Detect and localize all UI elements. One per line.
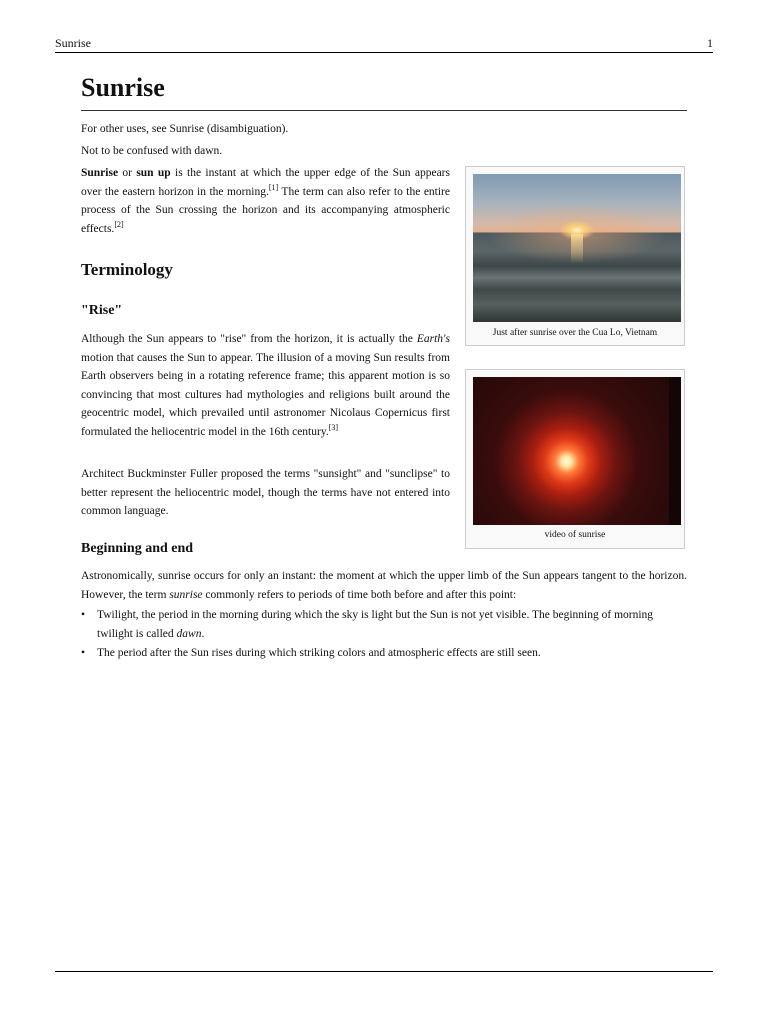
hatnote-not-confused[interactable]: Not to be confused with dawn.: [81, 145, 223, 157]
beginning-italic-sunrise: sunrise: [169, 588, 203, 601]
rise-paragraph-2: Architect Buckminster Fuller proposed the terms "sunsight" and "sunclipse" to better represent the heliocentric model, though the terms have not entered into common language.: [81, 468, 450, 517]
reference-link[interactable]: [1]: [268, 182, 279, 192]
figure-caption: Just after sunrise over the Cua Lo, Vietnam: [492, 328, 658, 338]
rise-text: motion that causes the Sun to appear. The illusion of a moving Sun results from Earth observers being in a rotating reference frame; this apparent motion is so convincing that most cultures had mythologies and religions built around the geocentric model, which prevailed until astronomer Nicolaus Copernicus first formulated the heliocentric model in the 16th century.: [81, 351, 450, 438]
list-item-italic-dawn: dawn: [176, 627, 202, 640]
list-item: [81, 644, 687, 663]
subsection-heading-beginning-end: Beginning and end: [81, 541, 194, 556]
beginning-paragraph: [81, 567, 687, 604]
figure-sunrise-video: [465, 369, 685, 549]
intro-text: is the instant at which the upper edge of the Sun appears over the eastern horizon in the morning.: [81, 167, 450, 198]
running-header: [55, 36, 713, 53]
intro-paragraph: [81, 164, 450, 238]
list-item-text: Twilight, the period in the morning during which the sky is light but the Sun is not yet visible. The beginning of morning twilight is called: [97, 609, 654, 640]
intro-bold-sun-up: sun up: [136, 167, 171, 179]
bullet-marker: •: [81, 647, 86, 659]
bullet-list: [81, 606, 687, 664]
section-heading-terminology: Terminology: [81, 260, 173, 279]
rise-paragraph-1: [81, 330, 450, 441]
bullet-marker: •: [81, 609, 86, 621]
subsection-heading-rise: "Rise": [81, 303, 123, 318]
beginning-text: Astronomically, sunrise occurs for only an instant: the moment at which the upper limb of the Sun appears tangent to the horizon. However, the term: [81, 570, 687, 601]
intro-bold-sunrise: Sunrise: [81, 167, 119, 179]
list-item: [81, 606, 687, 643]
rise-text: Although the Sun appears to "rise" from the horizon, it is actually the: [81, 333, 417, 345]
sunrise-sea-image[interactable]: [473, 174, 681, 322]
reference-link[interactable]: [3]: [328, 422, 339, 432]
footer-divider: [55, 971, 713, 972]
intro-text: or: [118, 167, 137, 179]
list-item-text: The period after the Sun rises during which striking colors and atmospheric effects are still seen.: [97, 647, 541, 659]
beginning-text: commonly refers to periods of time both before and after this point:: [202, 588, 517, 601]
page-number: 1: [707, 36, 713, 50]
intro-text: The term can also refer to the entire process of the Sun crossing the horizon and its accompanying atmospheric effects.: [81, 185, 450, 235]
hatnote-disambiguation[interactable]: For other uses, see Sunrise (disambiguation).: [81, 123, 289, 135]
sun-reflection: [571, 234, 583, 264]
page-title: Sunrise: [81, 72, 687, 111]
figure-sunrise-photo: [465, 166, 685, 346]
rise-italic-earths: Earth's: [416, 333, 450, 345]
video-edge: [669, 377, 681, 525]
figure-caption: video of sunrise: [544, 530, 606, 540]
sunrise-video-thumbnail[interactable]: [473, 377, 681, 525]
reference-link[interactable]: [2]: [114, 219, 124, 229]
list-item-text: .: [201, 627, 205, 640]
running-header-title: Sunrise: [55, 36, 91, 50]
